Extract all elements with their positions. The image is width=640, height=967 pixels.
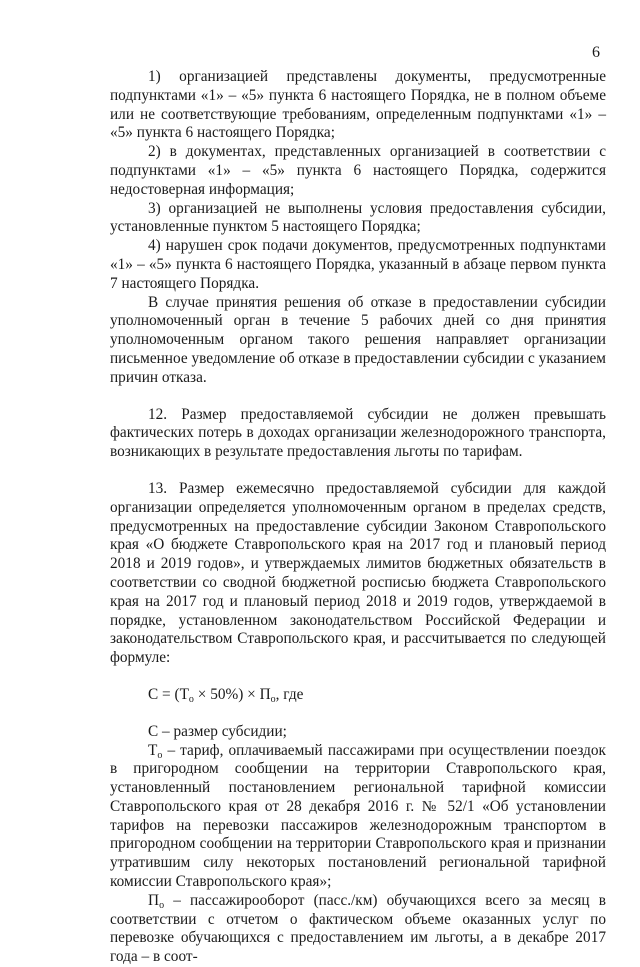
tariff-symbol: Т [148, 741, 158, 759]
paragraph-item-3: 3) организацией не выполнены условия предоставления субсидии, установленные пунктом 5 настоящего Порядка; [110, 199, 606, 236]
paragraph-item-1: 1) организацией представлены документы, предусмотренные подпунктами «1» – «5» пункта 6 настоящего Порядка, не в полном объеме или не соответствующие требованиям, определенным подпунктами «1» – «5» пункта 6 настоящего Порядка; [110, 68, 606, 142]
paragraph-item-2: 2) в документах, представленных организацией в соответствии с подпунктами «1» – «5» пункта 6 настоящего Порядка, содержится недостоверная информация; [110, 143, 606, 198]
page-number: 6 [592, 44, 600, 61]
subsidy-formula [110, 686, 606, 705]
tariff-text: – тариф, оплачиваемый пассажирами при осуществлении поездок в пригородном сообщении на территории Ставропольского края, установленный постановлением региональной тарифной комиссии Ставропольского края от 28 декабря 2016 г. № 52/1 «Об установлении тарифов на перевозки пассажиров железнодорожным транспортом в пригородном сообщении на территории Ставропольского края и признании утратившим силу некоторых постановлений региональной тарифной комиссии Ставропольского края»; [110, 741, 606, 891]
tariff-subscript: о [157, 749, 163, 761]
paragraph-refusal-notice: В случае принятия решения об отказе в предоставлении субсидии уполномоченный орган в течение 5 рабочих дней со дня принятия уполномоченным органом такого решения направляет организации письменное уведомление об отказе в предоставлении субсидии с указанием причин отказа. [110, 293, 606, 386]
formula-prefix: С = (Т [148, 685, 189, 703]
definition-tariff [110, 742, 606, 892]
turnover-symbol: П [148, 891, 160, 909]
paragraph-12: 12. Размер предоставляемой субсидии не должен превышать фактических потерь в доходах организации железнодорожного транспорта, возникающих в результате предоставления льготы по тарифам. [110, 405, 606, 461]
formula-suffix: , где [275, 685, 304, 703]
definition-passenger-turnover [110, 892, 606, 967]
turnover-subscript: о [159, 899, 165, 911]
paragraph-item-4: 4) нарушен срок подачи документов, предусмотренных подпунктами «1» – «5» пункта 6 настоящего Порядка, указанный в абзаце первом пункта 7 настоящего Порядка. [110, 237, 606, 292]
paragraph-13: 13. Размер ежемесячно предоставляемой субсидии для каждой организации определяется уполномоченным органом в пределах средств, предусмотренных на предоставление субсидии Законом Ставропольского края «О бюджете Ставропольского края на 2017 год и плановый период 2018 и 2019 годов», и утверждаемых лимитов бюджетных обязательств в соответствии со сводной бюджетной росписью бюджета Ставропольского края на 2017 год и плановый период 2018 и 2019 годов, утверждаемой в порядке, установленном законодательством Российской Федерации и законодательством Ставропольского края, и рассчитывается по следующей формуле: [110, 479, 606, 667]
turnover-text: – пассажирооборот (пасс./км) обучающихся всего за месяц в соответствии с отчетом о фактическом объеме оказанных услуг по перевозке обучающихся с предоставлением им льготы, а в декабре 2017 года – в соот- [110, 891, 606, 966]
document-body [110, 68, 606, 967]
formula-subscript-2: о [270, 693, 276, 705]
definition-c: С – размер субсидии; [148, 722, 287, 740]
formula-middle: × 50%) × П [193, 685, 271, 703]
formula-subscript-1: о [188, 693, 194, 705]
